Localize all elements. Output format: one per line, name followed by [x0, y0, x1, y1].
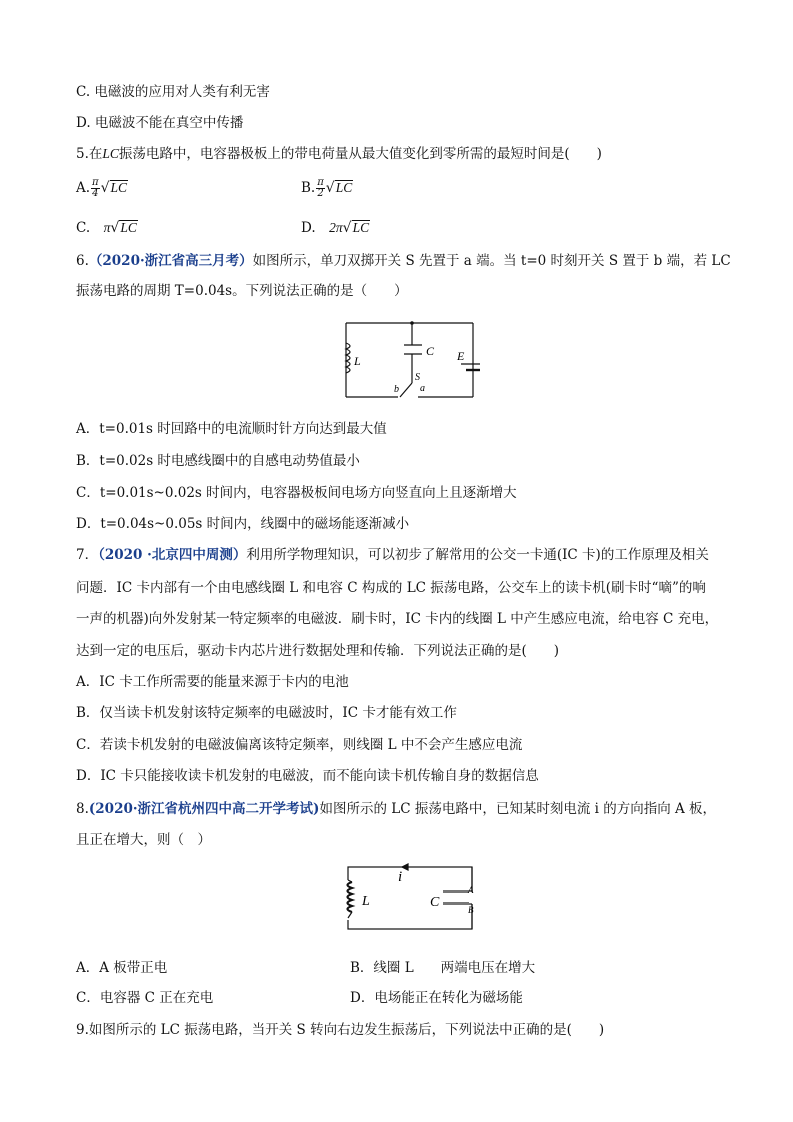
q8-label-B: B [468, 905, 474, 915]
q5-option-c: C. π√LC [76, 220, 137, 236]
q8-option-d: D．电场能正在转化为磁场能 [350, 990, 523, 1006]
q6-option-c: C．t=0.01s~0.02s 时间内，电容器极板间电场方向竖直向上且逐渐增大 [76, 485, 517, 501]
question-8-line-2: 且正在增大，则（ ） [76, 832, 211, 848]
question-7-line-1: 7．（2020 ·北京四中周测）利用所学物理知识，可以初步了解常用的公交一卡通(IC 卡)的工作原理及相关 [76, 547, 709, 563]
q6-label-a: a [420, 383, 425, 394]
q6-option-d: D．t=0.04s~0.05s 时间内，线圈中的磁场能逐渐减小 [76, 516, 410, 532]
question-8-line-1: 8.(2020·浙江省杭州四中高二开学考试)如图所示的 LC 振荡电路中，已知某时刻电流 i 的方向指向 A 板， [76, 801, 717, 817]
q8-option-a: A．A 板带正电 [76, 960, 168, 976]
q6-label-S: S [415, 372, 420, 383]
q8-label-C: C [430, 895, 440, 910]
question-7-line-4: 达到一定的电压后，驱动卡内芯片进行数据处理和传输．下列说法正确的是( ) [76, 643, 560, 659]
q8-label-i: i [398, 869, 403, 885]
question-8-source: (2020·浙江省杭州四中高二开学考试) [88, 801, 320, 817]
question-7-line-3: 一声的机器)向外发射某一特定频率的电磁波．刷卡时，IC 卡内的线圈 L 中产生感应电流，给电容 C 充电， [76, 611, 719, 627]
q8-label-L: L [362, 894, 370, 909]
q5-option-a: A. $\frac{\pi}{4}$ √LC [76, 177, 128, 199]
q6-label-L: L [354, 354, 361, 368]
q6-label-E: E [457, 349, 465, 363]
q8-label-A: A [468, 885, 474, 895]
option-c-em: C. 电磁波的应用对人类有利无害 [76, 84, 270, 100]
q6-option-a: A．t=0.01s 时回路中的电流顺时针方向达到最大值 [76, 421, 387, 437]
q5-option-d: D. 2π√LC [301, 220, 370, 236]
q7-option-b: B．仅当读卡机发射该特定频率的电磁波时，IC 卡才能有效工作 [76, 705, 457, 721]
question-5: 5.在LC振荡电路中，电容器极板上的带电荷量从最大值变化到零所需的最短时间是( ) [76, 146, 602, 162]
q7-option-d: D．IC 卡只能接收读卡机发射的电磁波，而不能向读卡机传输自身的数据信息 [76, 768, 539, 784]
q6-circuit-diagram [330, 315, 480, 403]
q7-option-a: A．IC 卡工作所需要的能量来源于卡内的电池 [76, 674, 349, 690]
q8-option-c: C．电容器 C 正在充电 [76, 990, 214, 1006]
q5-option-b: B. $\frac{\pi}{2}$ √LC [301, 177, 353, 199]
q6-label-b: b [394, 384, 399, 395]
q7-option-c: C．若读卡机发射的电磁波偏离该特定频率，则线圈 L 中不会产生感应电流 [76, 737, 523, 753]
question-6-source: （2020·浙江省高三月考） [88, 253, 253, 269]
question-6-line-1: 6.（2020·浙江省高三月考）如图所示，单刀双掷开关 S 先置于 a 端。当 t=0 时刻开关 S 置于 b 端，若 LC [76, 253, 731, 269]
question-6-line-2: 振荡电路的周期 T=0.04s。下列说法正确的是（ ） [76, 283, 408, 299]
question-7-line-2: 问题．IC 卡内部有一个由电感线圈 L 和电容 C 构成的 LC 振荡电路，公交车上的读卡机(刷卡时“嘀”的响 [76, 580, 706, 596]
option-d-em: D. 电磁波不能在真空中传播 [76, 115, 244, 131]
q8-option-b: B．线圈 L 两端电压在增大 [350, 960, 536, 976]
q6-option-b: B．t=0.02s 时电感线圈中的自感电动势值最小 [76, 453, 360, 469]
question-7-source: （2020 ·北京四中周测） [98, 547, 247, 563]
q6-label-C: C [426, 344, 435, 358]
q8-circuit-diagram [340, 860, 480, 936]
question-9: 9.如图所示的 LC 振荡电路，当开关 S 转向右边发生振荡后，下列说法中正确的是( ) [76, 1022, 605, 1038]
